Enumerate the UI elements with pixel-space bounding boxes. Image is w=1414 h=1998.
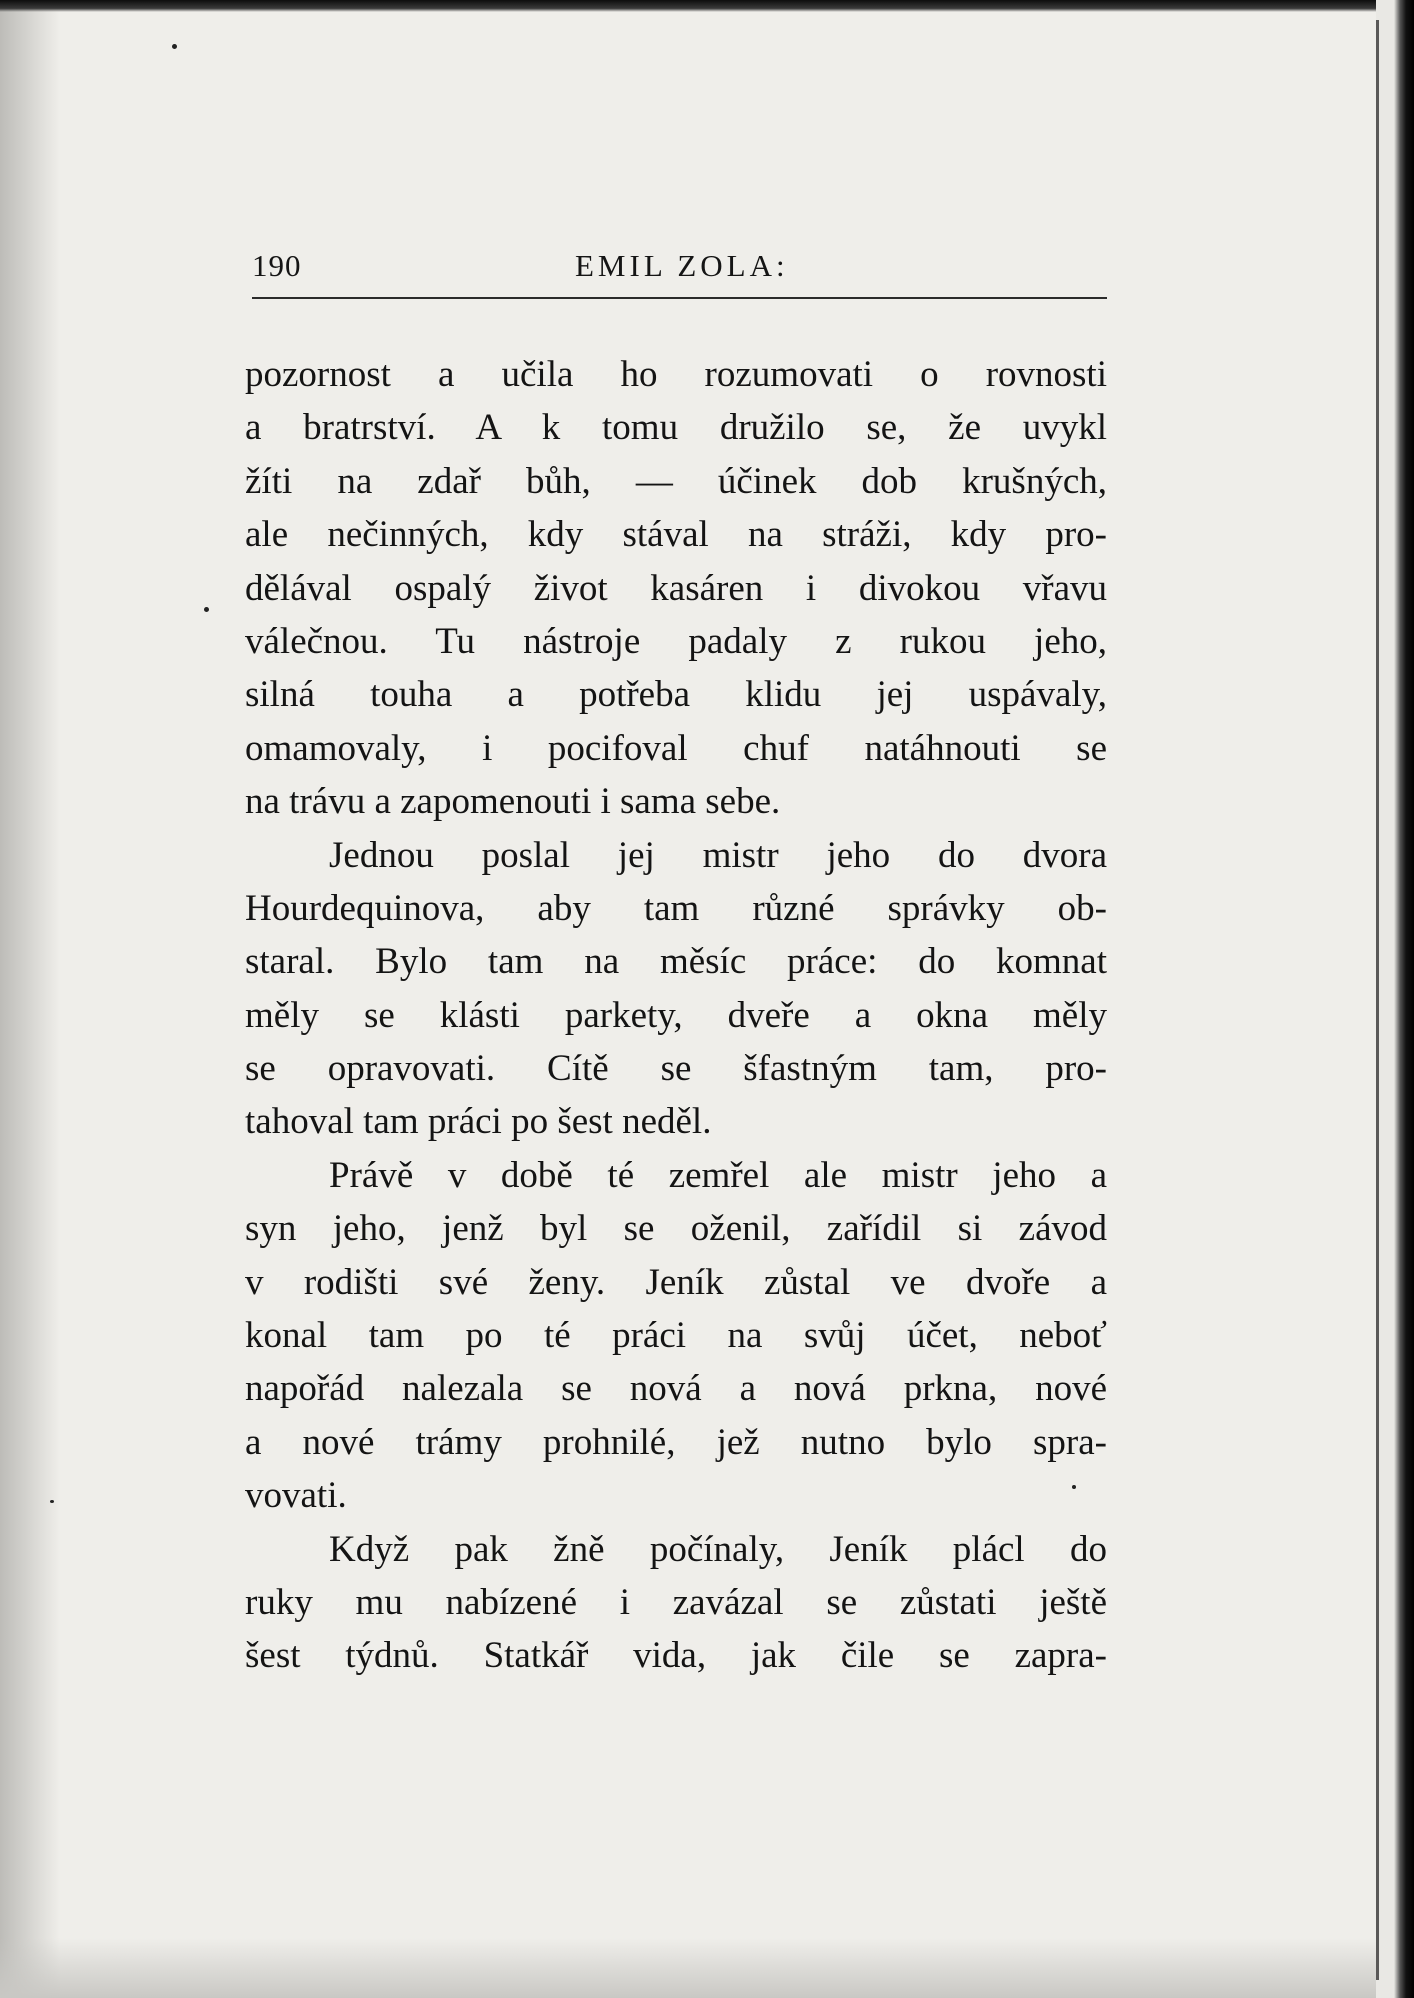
- text-line: omamovaly, i pocifoval chuf natáhnouti se: [245, 727, 1107, 769]
- text-line: Jednou poslal jej mistr jeho do dvora: [329, 834, 1107, 876]
- text-line: tahoval tam práci po šest neděl.: [245, 1101, 712, 1143]
- text-line: silná touha a potřeba klidu jej uspávaly,: [245, 674, 1107, 716]
- body-text: [245, 348, 1107, 1683]
- page-edge-shade-bottom: [0, 1938, 1414, 1998]
- scan-border-top: [0, 0, 1414, 12]
- scan-speck: [172, 44, 177, 49]
- page-header: [252, 248, 1107, 300]
- text-line: měly se klásti parkety, dveře a okna měly: [245, 994, 1107, 1036]
- text-line: na trávu a zapomenouti i sama sebe.: [245, 781, 781, 823]
- text-line: šest týdnů. Statkář vida, jak čile se zapra-: [245, 1635, 1107, 1677]
- scan-speck: [204, 607, 209, 612]
- text-line: pozornost a učila ho rozumovati o rovnosti: [245, 354, 1107, 395]
- text-line: Právě v době té zemřel ale mistr jeho a: [329, 1154, 1107, 1196]
- page-number: 190: [252, 248, 302, 283]
- text-line: a bratrství. A k tomu družilo se, že uvykl: [245, 407, 1107, 449]
- text-line: Když pak žně počínaly, Jeník plácl do: [329, 1528, 1107, 1570]
- text-line: se opravovati. Cítě se šfastným tam, pro-: [245, 1048, 1107, 1090]
- scan-speck: [50, 1500, 54, 1503]
- text-line: ale nečinných, kdy stával na stráži, kdy pro-: [245, 514, 1107, 556]
- text-line: konal tam po té práci na svůj účet, neboť: [245, 1315, 1107, 1357]
- book-binding-edge: [1376, 0, 1414, 1998]
- running-head: EMIL ZOLA:: [575, 248, 789, 283]
- text-line: válečnou. Tu nástroje padaly z rukou jeho,: [245, 620, 1107, 662]
- text-line: ruky mu nabízené i zavázal se zůstati ještě: [245, 1581, 1107, 1623]
- text-line: napořád nalezala se nová a nová prkna, nové: [245, 1368, 1107, 1410]
- binding-line: [1376, 20, 1379, 1980]
- text-line: a nové trámy prohnilé, jež nutno bylo spra-: [245, 1421, 1107, 1463]
- page-edge-shade-left: [0, 0, 60, 1998]
- header-rule: [252, 297, 1107, 299]
- text-line: dělával ospalý život kasáren i divokou vřavu: [245, 567, 1107, 609]
- text-line: syn jeho, jenž byl se oženil, zařídil si závod: [245, 1208, 1107, 1250]
- text-line: Hourdequinova, aby tam různé správky ob-: [245, 887, 1107, 929]
- text-line: vovati.: [245, 1475, 347, 1517]
- text-line: staral. Bylo tam na měsíc práce: do komnat: [245, 941, 1107, 983]
- text-line: žíti na zdař bůh, — účinek dob krušných,: [245, 460, 1107, 502]
- text-line: v rodišti své ženy. Jeník zůstal ve dvoře a: [245, 1261, 1107, 1303]
